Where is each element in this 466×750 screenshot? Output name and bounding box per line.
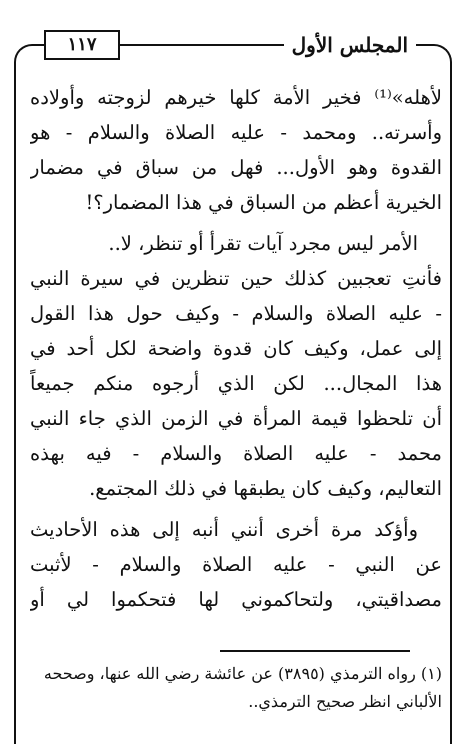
- text-line: لأهله»⁽¹⁾ فخير الأمة كلها خيرهم لزوجته وأولاده: [30, 86, 442, 109]
- main-text: [30, 80, 442, 623]
- text-line: هذا المجال... لكن الذي أرجوه منكم جميعاً: [30, 372, 442, 395]
- text-line: - عليه الصلاة والسلام - وكيف حول هذا القول: [30, 302, 442, 325]
- text-line: أن تلحظوا قيمة المرأة في الزمن الذي جاء النبي: [30, 407, 442, 430]
- paragraph-2: [30, 226, 442, 506]
- text-line: الخيرية أعظم من السباق في هذا المضمار؟!: [85, 191, 442, 214]
- text-line: عن النبي - عليه الصلاة والسلام - لأثبت: [30, 553, 442, 576]
- text-line: الأمر ليس مجرد آيات تقرأ أو تنظر، لا..: [108, 232, 418, 255]
- text-line: التعاليم، وكيف كان يطبقها في ذلك المجتمع.: [89, 477, 442, 500]
- text-line: وأؤكد مرة أخرى أنني أنبه إلى هذه الأحاديث: [30, 518, 418, 541]
- text-line: القدوة وهو الأول... فهل من سباق في مضمار: [30, 156, 442, 179]
- text-line: فأنتِ تعجبين كذلك حين تنظرين في سيرة النبي: [30, 267, 442, 290]
- text-line: وأسرته.. ومحمد - عليه الصلاة والسلام - هو: [30, 121, 442, 144]
- text-line: إلى عمل، وكيف كان قدوة واضحة لكل أحد في: [30, 337, 442, 360]
- footnote: [30, 660, 442, 716]
- page-number: ١١٧: [44, 30, 120, 60]
- footnote-separator: [220, 650, 410, 652]
- paragraph-1: [30, 80, 442, 220]
- footnote-line: الألباني انظر صحيح الترمذي..: [248, 692, 442, 711]
- running-title: المجلس الأول: [284, 32, 416, 58]
- text-line: محمد - عليه الصلاة والسلام - فيه بهذه: [30, 442, 442, 465]
- footnote-line: (١) رواه الترمذي (٣٨٩٥) عن عائشة رضي الله عنها، وصححه: [43, 664, 442, 683]
- text-line: مصداقيتي، ولتحاكموني لها فتحكموا لي أو: [30, 588, 442, 611]
- paragraph-3: [30, 512, 442, 617]
- page-header: [0, 30, 466, 60]
